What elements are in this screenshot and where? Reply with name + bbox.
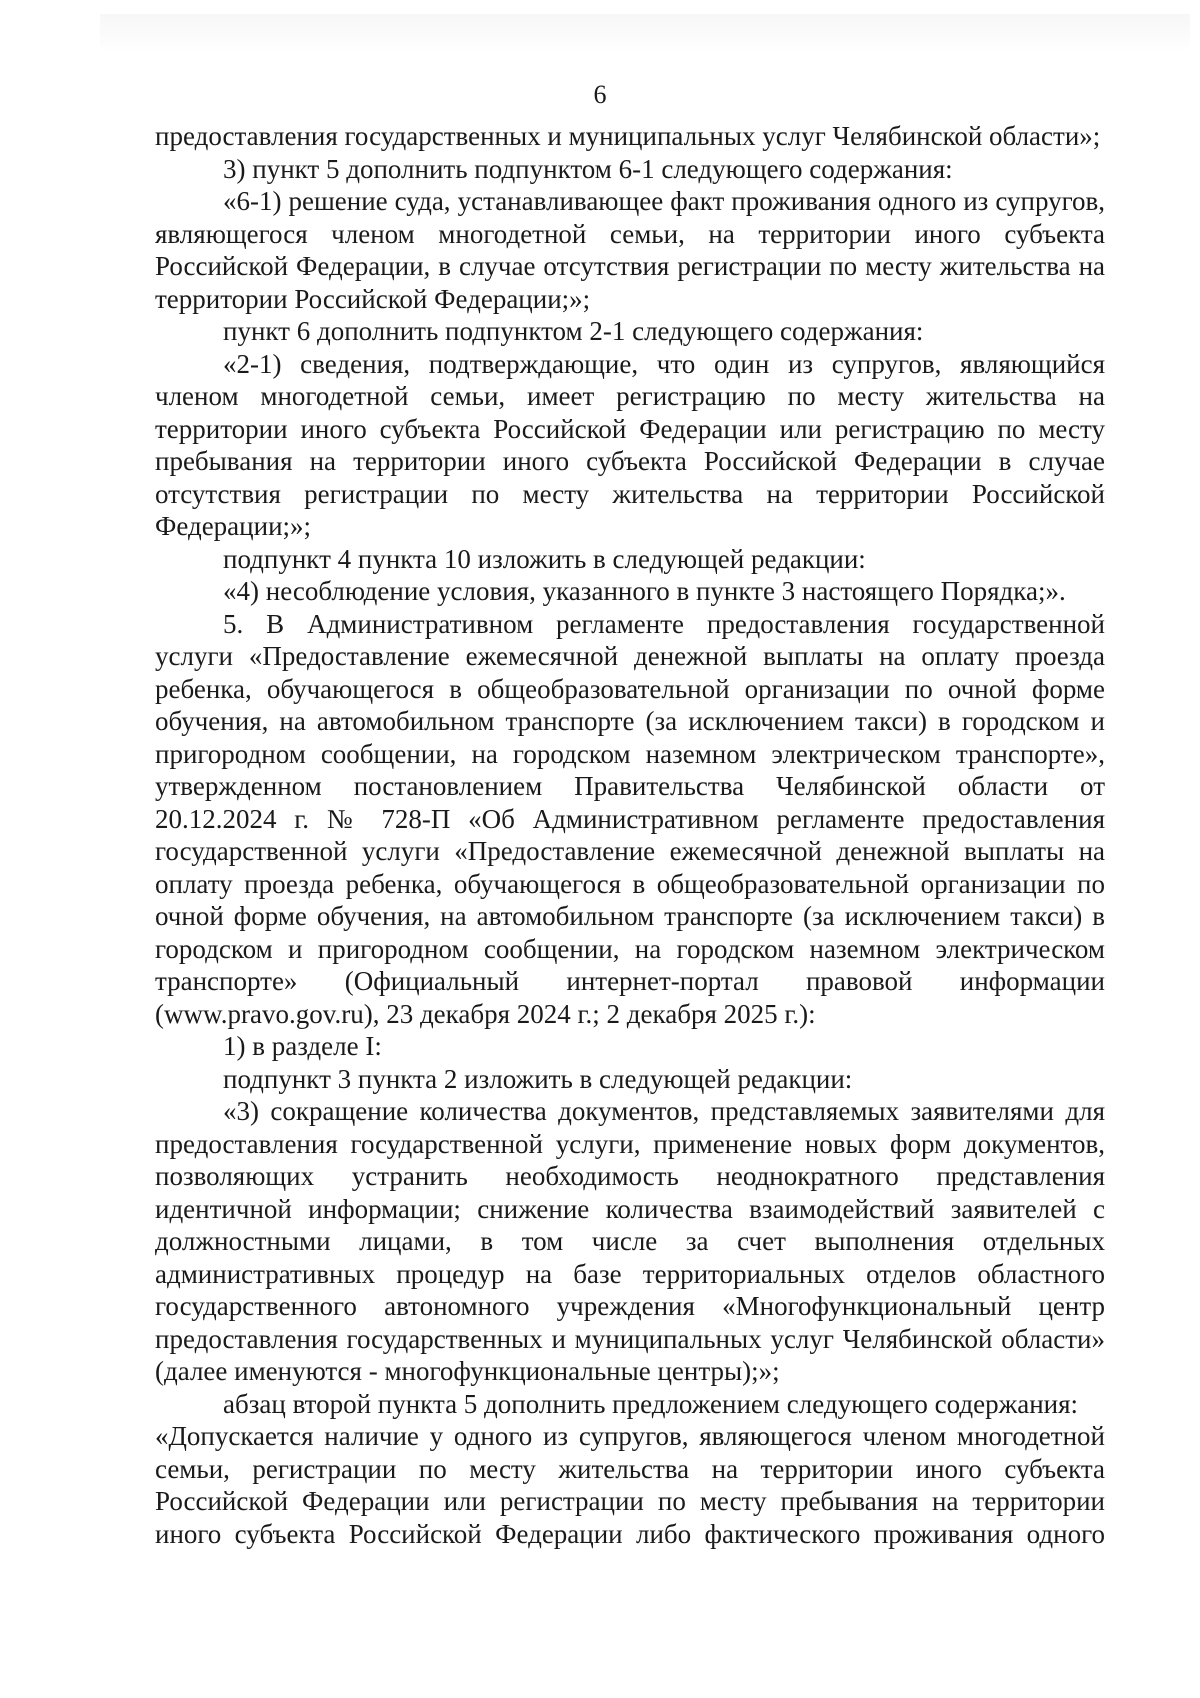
paragraph-subitem-4: подпункт 4 пункта 10 изложить в следующей редакции: [223,543,866,574]
paragraph-subitem-2-1: «2-1) сведения, подтверждающие, что один из супругов, являющийся членом многодетной семьи, имеет регистрацию по месту жительства на территории иного субъекта Российской Федерации или регистрацию по месту пребывания на территории иного субъекта Российской Федерации в случае отсутствия регистрации по месту жительства на территории Российской Федерации;»; [155,348,1105,541]
paragraph-item-6: пункт 6 дополнить подпунктом 2-1 следующего содержания: [223,316,924,346]
paragraph-subitem-6-1: «6-1) решение суда, устанавливающее факт проживания одного из супругов, являющегося членом многодетной семьи, на территории иного субъекта Российской Федерации, в случае отсутствия регистрации по месту жительства на территории Российской Федерации;»; [155,186,1105,314]
scan-header-artifact [100,14,1190,50]
paragraph-subitem-3-text: «3) сокращение количества документов, представляемых заявителями для предоставления государственной услуги, применение новых форм документов, позволяющих устранить необходимость неоднократного представления идентичной информации; снижение количества взаимодействий заявителей с должностными лицами, в том числе за счет выполнения отдельных административных процедур на базе территориальных отделов областного государственного автономного учреждения «Многофункциональный центр предоставления государственных и муниципальных услуг Челябинской области» (далее именуются - многофункциональные центры);»; [155,1096,1105,1386]
paragraph-abzac-second: абзац второй пункта 5 дополнить предложением следующего содержания: [223,1388,1079,1419]
paragraph-services-end: предоставления государственных и муниципальных услуг Челябинской области»; [155,121,1101,151]
paragraph-subitem-4-text: «4) несоблюдение условия, указанного в пункте 3 настоящего Порядка;». [223,576,1066,606]
page-number: 6 [593,80,607,109]
paragraph-section-5: 5. В Административном регламенте предоставления государственной услуги «Предоставление ежемесячной денежной выплаты на оплату проезда ребенка, обучающегося в общеобразовательной организации по очной форме обучения, на автомобильном транспорте (за исключением такси) в городском и пригородном сообщении, на городском наземном электрическом транспорте», утвержденном постановлением Правительства Челябинской области от 20.12.2024 г. № 728-П «Об Административном регламенте предоставления государственной услуги «Предоставление ежемесячной денежной выплаты на оплату проезда ребенка, обучающегося в общеобразовательной организации по очной форме обучения, на автомобильном транспорте (за исключением такси) в городском и пригородном сообщении, на городском наземном электрическом транспорте» (Официальный интернет-портал правовой информации (www.pravo.gov.ru), 23 декабря 2024 г.; 2 декабря 2025 г.): [155,608,1105,1029]
document-body [155,120,1105,1550]
paragraph-subitem-3: подпункт 3 пункта 2 изложить в следующей редакции: [223,1063,853,1094]
paragraph-section-i: 1) в разделе I: [223,1031,382,1061]
paragraph-item-3: 3) пункт 5 дополнить подпунктом 6-1 следующего содержания: [223,153,953,184]
paragraph-allowed-registration: «Допускается наличие у одного из супругов, являющегося членом многодетной семьи, регистрации по месту жительства на территории иного субъекта Российской Федерации или регистрации по месту пребывания на территории иного субъекта Российской Федерации либо фактического проживания одного [155,1421,1105,1549]
